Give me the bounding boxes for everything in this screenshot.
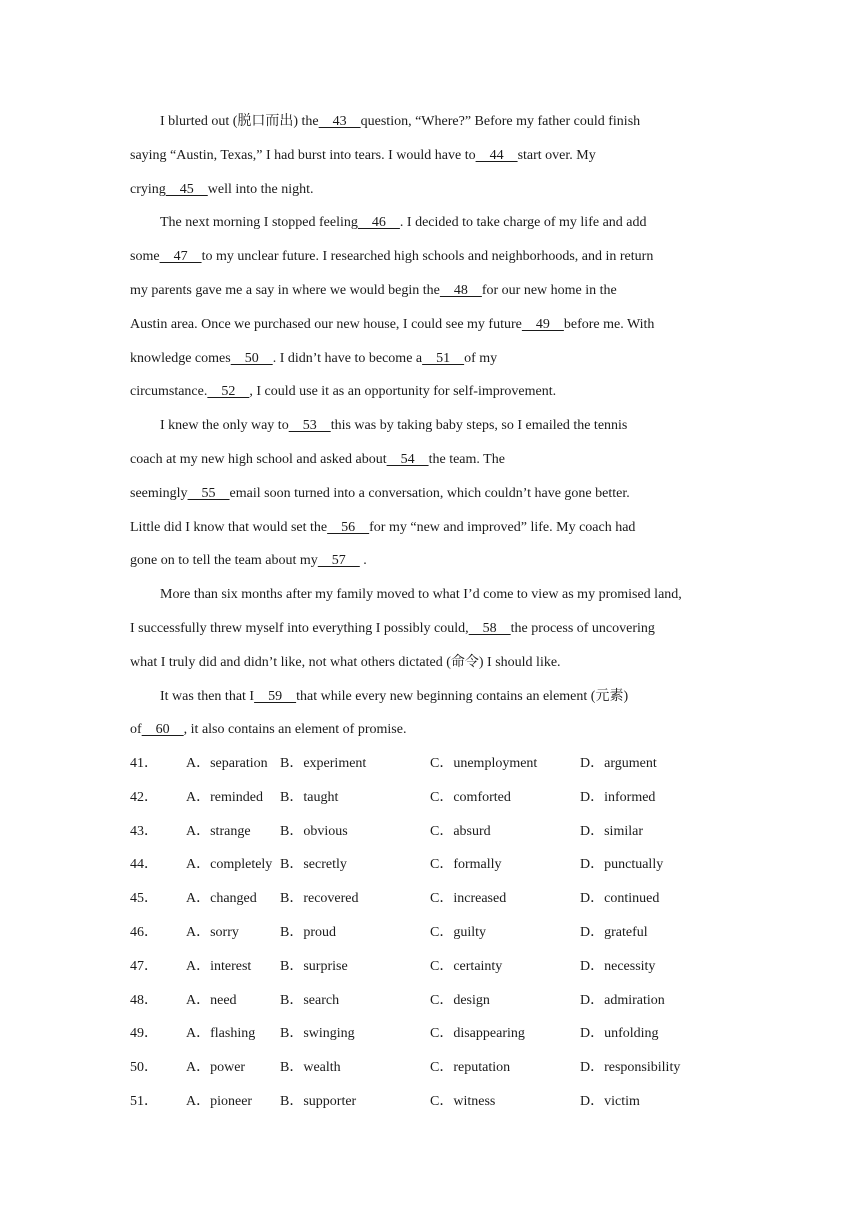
option-b: B．obvious (280, 823, 348, 839)
passage-text: knowledge comes (130, 350, 231, 366)
answer-blank: 47 (159, 249, 202, 265)
option-a: A．sorry (186, 924, 239, 940)
option-b: B．swinging (280, 1026, 355, 1042)
answer-blank: 48 (439, 282, 482, 298)
passage-text: It was then that I (160, 688, 255, 704)
option-c: C．certainty (430, 958, 503, 974)
option-b: B．proud (280, 924, 336, 940)
option-d: D．informed (580, 789, 656, 805)
answer-blank: 53 (288, 418, 331, 434)
passage-text: crying (130, 181, 166, 197)
answer-blank: 54 (386, 451, 429, 467)
passage-text: The next morning I stopped feeling (160, 215, 358, 231)
passage-text: the process of uncovering (510, 620, 655, 636)
question-number: 47． (130, 958, 158, 974)
option-c: C．unemployment (430, 756, 538, 771)
option-d: D．admiration (580, 992, 665, 1008)
answer-blank: 58 (468, 620, 511, 636)
passage-text: question, “Where?” Before my father could finish (360, 114, 641, 129)
question-number: 48． (130, 992, 158, 1008)
option-b: B．search (280, 992, 340, 1008)
question-row (130, 984, 750, 1018)
passage-text: seemingly (130, 485, 188, 501)
passage-text: coach at my new high school and asked about (130, 451, 387, 467)
option-b: B．surprise (280, 958, 348, 974)
question-number: 50． (130, 1060, 158, 1076)
question-row (130, 1051, 750, 1085)
option-a: A．completely (186, 857, 273, 873)
question-number: 44． (130, 857, 158, 873)
option-d: D．unfolding (580, 1026, 659, 1042)
answer-blank: 60 (141, 722, 184, 738)
answer-blank: 49 (521, 316, 564, 332)
option-d: D．similar (580, 823, 643, 839)
passage-text: that while every new beginning contains an element (元素) (296, 688, 629, 704)
passage-text: I knew the only way to (160, 418, 289, 434)
question-row (130, 916, 750, 950)
passage-text: . I didn’t have to become a (272, 350, 423, 366)
option-c: C．disappearing (430, 1026, 525, 1042)
option-a: A．separation (186, 756, 268, 771)
passage-line (130, 477, 730, 511)
passage-text: to my unclear future. I researched high schools and neighborhoods, and in return (201, 249, 654, 265)
passage-text: of (130, 722, 142, 738)
option-c: C．comforted (430, 789, 511, 805)
answer-blank: 52 (207, 384, 250, 400)
answer-blank: 51 (422, 350, 465, 366)
passage-text: before me. With (563, 316, 655, 332)
answer-blank: 56 (327, 519, 370, 535)
option-d: D．necessity (580, 958, 656, 974)
option-a: A．reminded (186, 789, 263, 805)
passage-text: Austin area. Once we purchased our new house, I could see my future (130, 316, 522, 332)
answer-blank: 55 (187, 485, 230, 501)
answer-blank: 44 (475, 147, 518, 163)
question-row (130, 950, 750, 984)
passage-text: my parents gave me a say in where we would begin the (130, 282, 440, 298)
passage-text: for our new home in the (481, 282, 617, 298)
passage-text: for my “new and improved” life. My coach had (369, 519, 636, 535)
option-c: C．absurd (430, 823, 491, 839)
question-row (130, 1017, 750, 1051)
passage-line (130, 206, 730, 240)
question-number: 45． (130, 891, 158, 907)
question-number: 51． (130, 1093, 158, 1109)
passage-text: , it also contains an element of promise. (183, 722, 407, 738)
passage-line (130, 578, 730, 612)
option-a: A．flashing (186, 1026, 256, 1042)
passage-text: the team. The (428, 451, 505, 467)
question-row (130, 848, 750, 882)
option-b: B．secretly (280, 857, 347, 873)
question-row (130, 781, 750, 815)
option-b: B．recovered (280, 891, 359, 907)
passage-line (130, 511, 730, 545)
passage-text: I blurted out (脱口而出) the (160, 114, 319, 129)
passage-line (130, 240, 730, 274)
passage-line (130, 139, 730, 173)
question-number: 43． (130, 823, 158, 839)
question-number: 41． (130, 756, 158, 771)
passage-line (130, 680, 730, 714)
passage-text: start over. My (517, 147, 596, 163)
passage-text: well into the night. (207, 181, 314, 197)
answer-blank: 46 (357, 215, 400, 231)
passage-text: email soon turned into a conversation, which couldn’t have gone better. (229, 485, 630, 501)
option-c: C．design (430, 992, 490, 1008)
question-row (130, 882, 750, 916)
option-a: A．power (186, 1060, 246, 1076)
passage-text: Little did I know that would set the (130, 519, 328, 535)
passage-line (130, 105, 730, 139)
passage-text: saying “Austin, Texas,” I had burst into tears. I would have to (130, 147, 476, 163)
passage-text: . (359, 553, 367, 569)
question-row (130, 1085, 750, 1119)
passage-line (130, 443, 730, 477)
passage-text: circumstance. (130, 384, 208, 400)
option-b: B．experiment (280, 756, 367, 771)
option-d: D．victim (580, 1093, 640, 1109)
passage-text: I successfully threw myself into everything I possibly could, (130, 620, 469, 636)
option-b: B．wealth (280, 1060, 341, 1076)
answer-blank: 57 (317, 553, 360, 569)
option-c: C．increased (430, 891, 507, 907)
passage-line (130, 544, 730, 578)
question-row (130, 815, 750, 849)
answer-blank: 50 (230, 350, 273, 366)
passage-text: . I decided to take charge of my life and add (399, 215, 647, 231)
answer-blank: 45 (165, 181, 208, 197)
question-number: 49． (130, 1026, 158, 1042)
option-d: D．grateful (580, 924, 648, 940)
option-c: C．reputation (430, 1060, 511, 1076)
option-a: A．pioneer (186, 1093, 253, 1109)
option-b: B．supporter (280, 1093, 357, 1109)
answer-blank: 59 (254, 688, 297, 704)
option-c: C．guilty (430, 924, 487, 940)
question-number: 46． (130, 924, 158, 940)
passage-line (130, 274, 730, 308)
passage-text: some (130, 249, 160, 265)
passage-text: , I could use it as an opportunity for self-improvement. (249, 384, 557, 400)
question-row (130, 747, 750, 781)
question-number: 42． (130, 789, 158, 805)
passage-text: what I truly did and didn’t like, not what others dictated (命令) I should like. (130, 654, 561, 670)
passage-text: this was by taking baby steps, so I emailed the tennis (330, 418, 628, 434)
passage-line (130, 409, 730, 443)
passage-text: of my (464, 350, 498, 366)
passage-line (130, 646, 730, 680)
option-a: A．changed (186, 891, 257, 907)
option-b: B．taught (280, 789, 339, 805)
passage-line (130, 612, 730, 646)
passage-line (130, 173, 730, 207)
option-a: A．need (186, 992, 237, 1008)
option-d: D．punctually (580, 857, 664, 873)
answer-blank: 43 (318, 114, 361, 129)
option-c: C．formally (430, 857, 502, 873)
passage-text: More than six months after my family moved to what I’d come to view as my promised land, (160, 587, 682, 603)
option-d: D．continued (580, 891, 660, 907)
passage-line (130, 342, 730, 376)
option-d: D．responsibility (580, 1060, 681, 1076)
option-c: C．witness (430, 1093, 496, 1109)
answer-options (130, 747, 750, 1119)
cloze-passage (130, 105, 730, 747)
option-a: A．strange (186, 823, 251, 839)
passage-line (130, 375, 730, 409)
passage-line (130, 308, 730, 342)
passage-line (130, 713, 730, 747)
passage-text: gone on to tell the team about my (130, 553, 318, 569)
option-a: A．interest (186, 958, 252, 974)
option-d: D．argument (580, 756, 657, 771)
